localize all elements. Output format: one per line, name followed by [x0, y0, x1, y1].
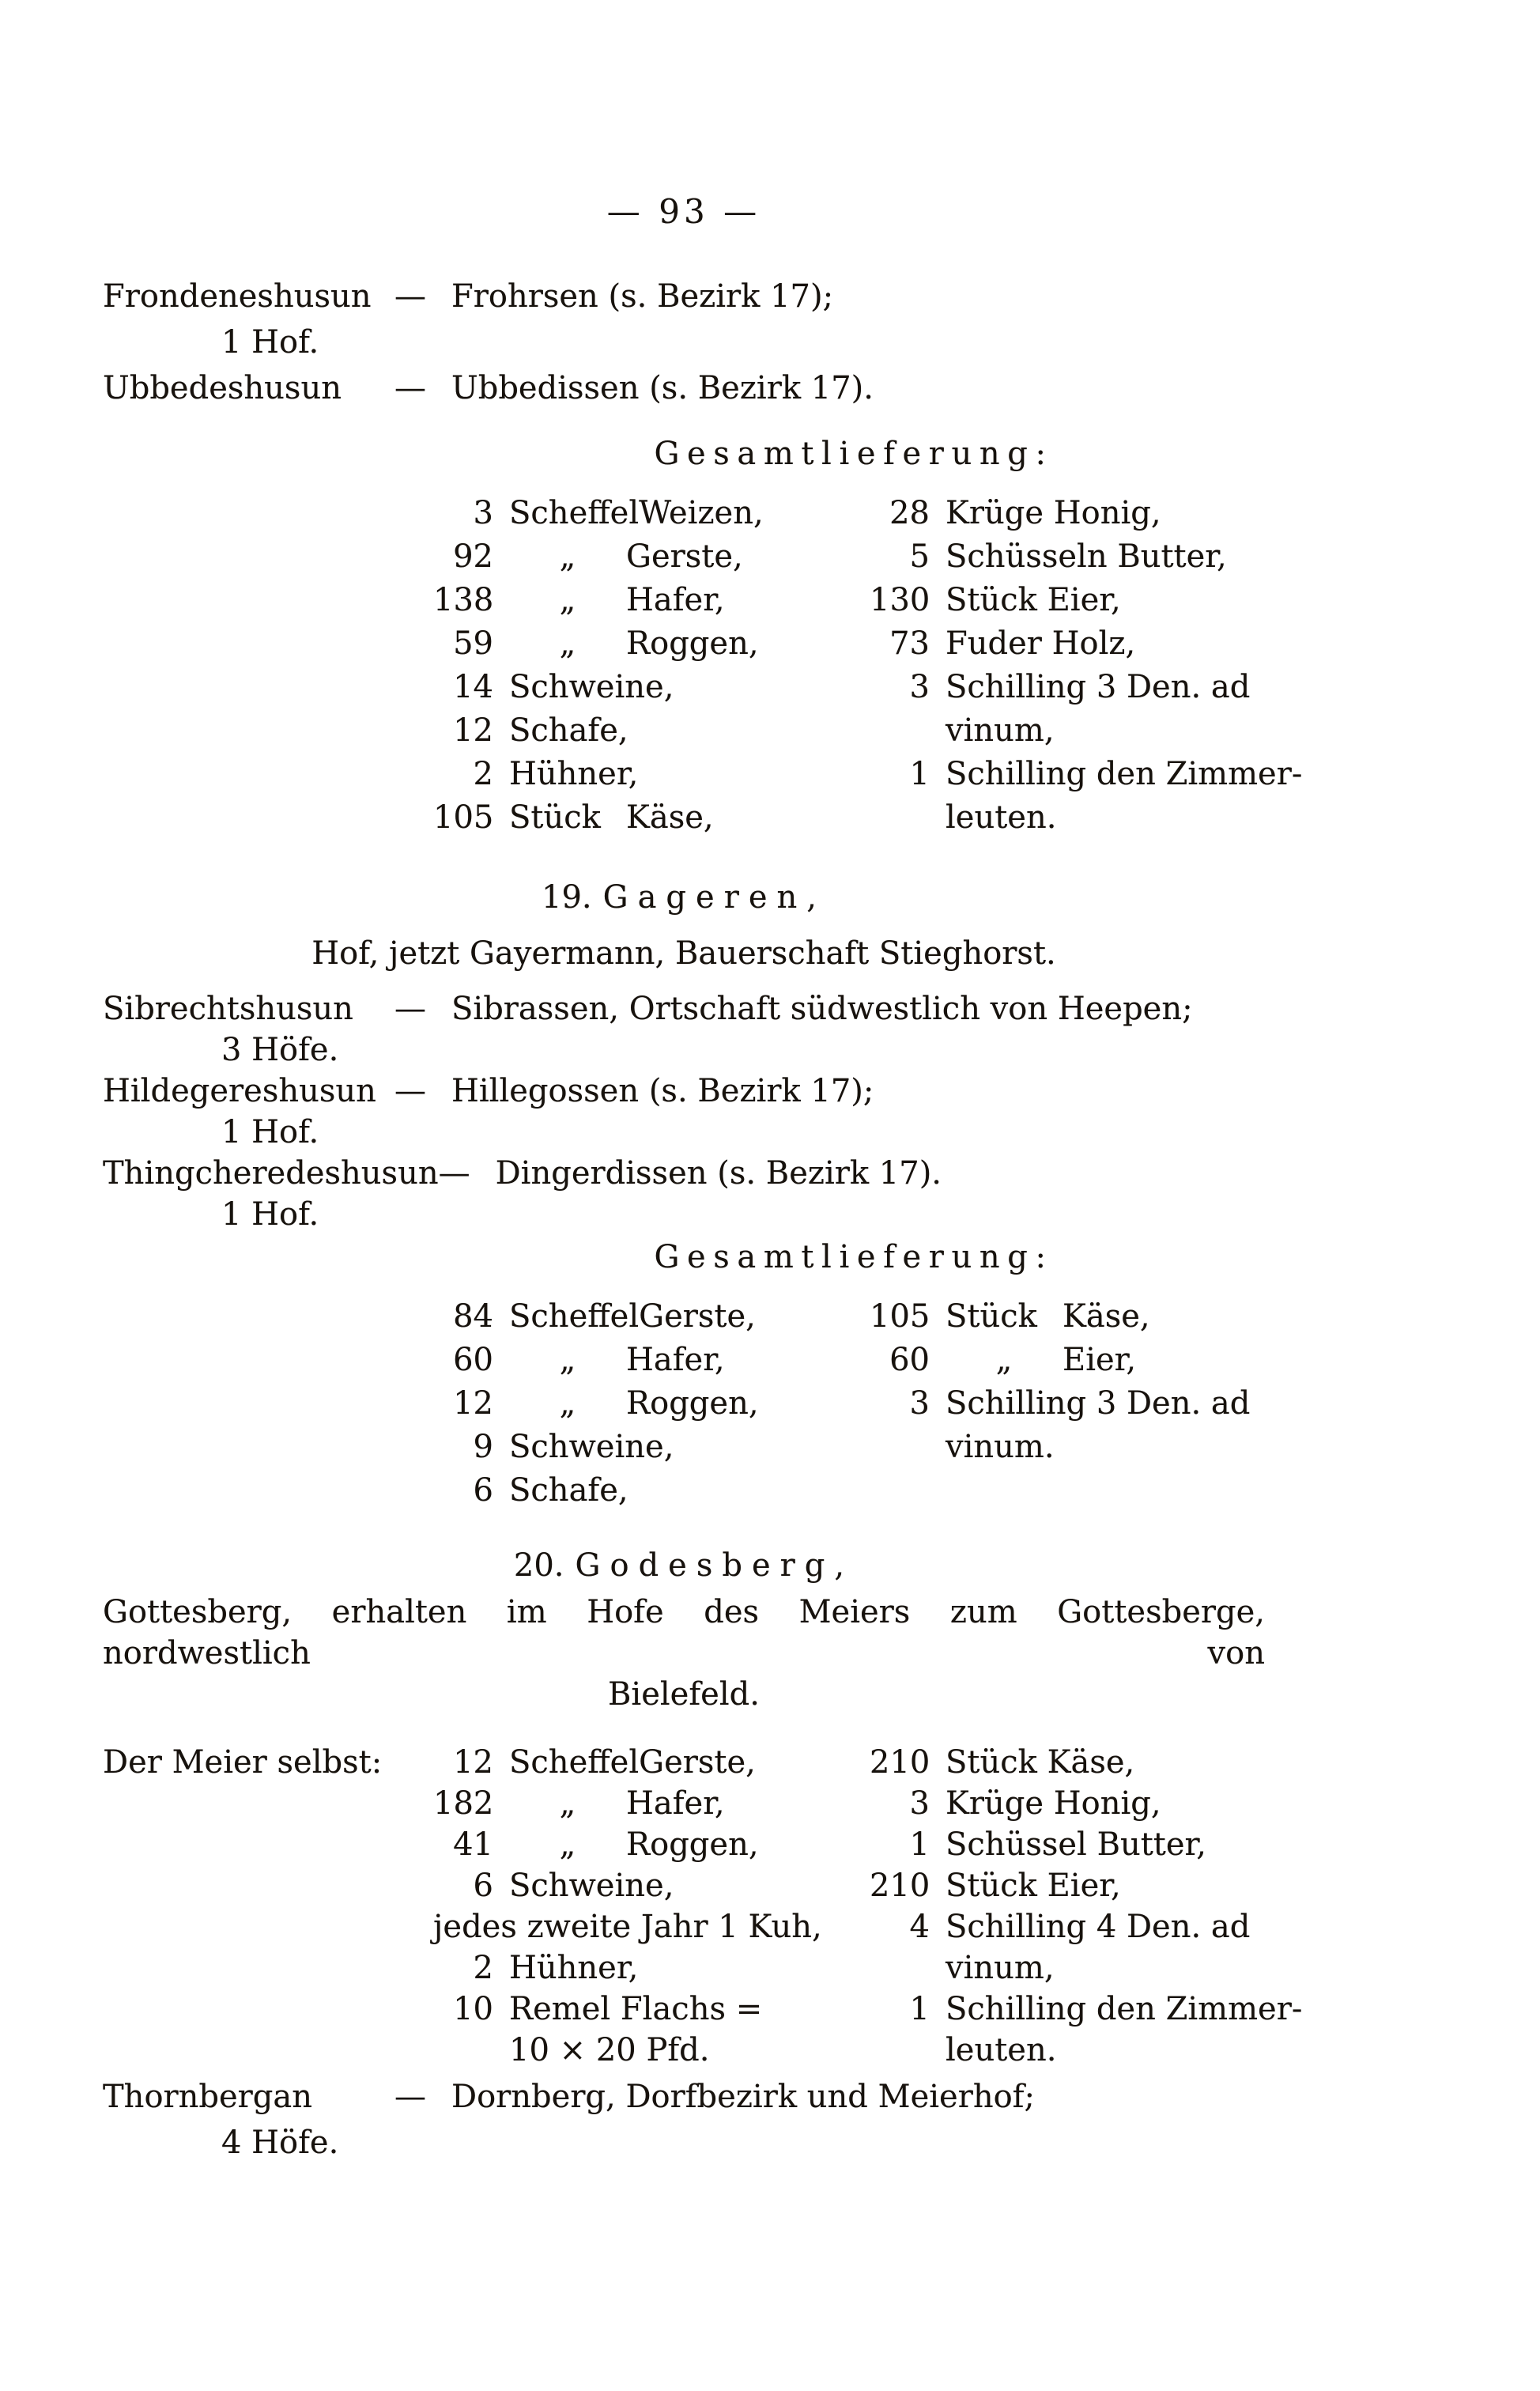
entry-dash: — [394, 370, 426, 406]
entry-line [103, 365, 1265, 411]
delivery-amount: 1 [909, 1826, 930, 1863]
delivery-amount: 138 [433, 582, 494, 618]
delivery-unit: Stück Eier, [946, 582, 1121, 618]
delivery-row [433, 1295, 829, 1339]
delivery-unit: Krüge Honig, [946, 495, 1161, 531]
delivery-unit: Schweine, [509, 669, 674, 705]
entry-row [103, 274, 1265, 365]
delivery-amount: 105 [433, 799, 494, 836]
delivery-unit: „ [559, 582, 576, 618]
delivery-row [870, 1295, 1250, 1339]
entry-old-name: Thingcheredeshusun [103, 1155, 439, 1192]
delivery-amount: 210 [870, 1744, 930, 1781]
section-subtitle-19: Hof, jetzt Gayermann, Bauerschaft Stieghorst. [311, 935, 1056, 972]
delivery-row [870, 2030, 1302, 2071]
delivery-amount: 2 [473, 756, 493, 792]
delivery-item: Gerste, [639, 1744, 756, 1781]
delivery-unit: Stück Käse, [946, 1744, 1135, 1781]
delivery-unit: Schweine, [509, 1429, 674, 1465]
entry-row [103, 1071, 1265, 1153]
delivery-row [870, 753, 1302, 796]
delivery-item: Roggen, [626, 1826, 759, 1863]
delivery-amount: 10 [453, 1991, 493, 2027]
delivery-item: Käse, [626, 799, 714, 836]
delivery-amount: 5 [909, 538, 930, 575]
entry-farm-count: 1 Hof. [221, 1114, 319, 1150]
delivery-unit: „ [559, 1385, 576, 1422]
delivery-item: Roggen, [626, 625, 759, 662]
entry-line [103, 1071, 1265, 1112]
delivery-unit: Schilling den Zimmer- [946, 1991, 1303, 2027]
delivery-row [433, 492, 829, 535]
delivery-row [870, 492, 1302, 535]
delivery-row [433, 2030, 829, 2071]
delivery-unit: Schweine, [509, 1868, 674, 1904]
delivery-row [433, 666, 829, 709]
entry-description: Sibrassen, Ortschaft südwestlich von Heepen; [451, 991, 1193, 1027]
delivery-item: Roggen, [626, 1385, 759, 1422]
entry-dash: — [394, 2079, 426, 2115]
delivery-row [870, 535, 1302, 579]
delivery-unit: „ [995, 1342, 1013, 1378]
meier-middle-column [433, 1742, 829, 2071]
delivery-amount: 105 [870, 1298, 930, 1335]
delivery-amount: 41 [453, 1826, 493, 1863]
delivery-unit: Scheffel [509, 1298, 640, 1335]
delivery-amount: 9 [473, 1429, 493, 1465]
delivery-item: Eier, [1063, 1342, 1137, 1378]
entry-row [103, 2074, 1265, 2166]
delivery-amount: 60 [889, 1342, 930, 1378]
delivery-unit: leuten. [946, 799, 1057, 836]
delivery-amount: 2 [473, 1950, 493, 1986]
delivery-row [433, 709, 829, 753]
delivery-row [433, 796, 829, 840]
delivery-row [433, 1947, 829, 1989]
delivery-amount: 3 [909, 1785, 930, 1822]
delivery-row [433, 622, 829, 666]
delivery-row [433, 1382, 829, 1426]
delivery-amount: 182 [433, 1785, 494, 1822]
delivery-row [870, 1947, 1302, 1989]
delivery-amount: 12 [453, 1744, 493, 1781]
delivery-unit: „ [559, 1785, 576, 1822]
delivery-unit: Stück Eier, [946, 1868, 1121, 1904]
section-number: 20. [513, 1547, 564, 1584]
delivery-unit: „ [559, 538, 576, 575]
delivery-table-2 [103, 1295, 1265, 1513]
delivery-unit: Schilling 3 Den. ad [946, 1385, 1251, 1422]
delivery-row [870, 1382, 1250, 1426]
section-title: Gageren, [602, 879, 826, 916]
delivery-row [433, 1469, 829, 1513]
meier-label: Der Meier selbst: [103, 1744, 383, 1781]
delivery-row [870, 1783, 1302, 1824]
delivery-2-left-column [433, 1295, 829, 1513]
delivery-unit: „ [559, 625, 576, 662]
entry-description: Hillegossen (s. Bezirk 17); [451, 1073, 874, 1109]
delivery-row [433, 1783, 829, 1824]
delivery-row [870, 1339, 1250, 1382]
entry-description: Ubbedissen (s. Bezirk 17). [451, 370, 874, 406]
delivery-item: Hafer, [626, 1342, 725, 1378]
delivery-unit: Schafe, [509, 712, 628, 749]
delivery-amount: 1 [909, 756, 930, 792]
delivery-amount: 1 [909, 1991, 930, 2027]
delivery-row [870, 709, 1302, 753]
entry-list-bottom [103, 2074, 1265, 2166]
delivery-amount: 3 [909, 1385, 930, 1422]
delivery-unit: vinum, [946, 712, 1055, 749]
delivery-row [870, 1865, 1302, 1906]
delivery-amount: 28 [889, 495, 930, 531]
entry-old-name: Thornbergan [103, 2079, 313, 2115]
delivery-amount: 12 [453, 1385, 493, 1422]
delivery-unit: vinum. [946, 1429, 1055, 1465]
entry-row [103, 365, 1265, 411]
delivery-item: Käse, [1063, 1298, 1150, 1335]
section-intro-20 [103, 1592, 1265, 1715]
delivery-row [433, 1824, 829, 1865]
entry-dash: — [394, 991, 426, 1027]
section-heading-20 [103, 1546, 1265, 1585]
delivery-amount: 3 [473, 495, 493, 531]
delivery-row [870, 622, 1302, 666]
entry-line [103, 274, 1265, 319]
delivery-amount: 14 [453, 669, 493, 705]
entry-description: Dingerdissen (s. Bezirk 17). [495, 1155, 942, 1192]
entry-row [103, 988, 1265, 1071]
section-number: 19. [542, 879, 592, 916]
delivery-row [433, 1906, 829, 1947]
delivery-row [433, 1426, 829, 1469]
delivery-amount: 4 [909, 1909, 930, 1945]
delivery-2-right-column [870, 1295, 1250, 1469]
delivery-item: Hafer, [626, 582, 725, 618]
delivery-amount: 130 [870, 582, 930, 618]
delivery-row [870, 1906, 1302, 1947]
entry-dash: — [394, 1073, 426, 1109]
delivery-unit: Schüsseln Butter, [946, 538, 1227, 575]
entry-old-name: Sibrechtshusun [103, 991, 353, 1027]
delivery-1-left-column [433, 492, 829, 840]
delivery-amount: 12 [453, 712, 493, 749]
delivery-heading-2: Gesamtlieferung: [654, 1239, 1054, 1275]
delivery-unit: Stück [509, 799, 601, 836]
entry-line [103, 2074, 1265, 2120]
delivery-item: Weizen, [639, 495, 764, 531]
section-heading-19 [103, 878, 1265, 917]
delivery-row [433, 535, 829, 579]
entry-farm-count: 1 Hof. [221, 324, 319, 361]
delivery-row [870, 1989, 1302, 2030]
section-intro-line-1: Gottesberg, erhalten im Hofe des Meiers zum Gottesberge, nordwestlich von [103, 1594, 1265, 1671]
entry-farm-count: 4 Höfe. [221, 2125, 339, 2161]
delivery-row [870, 666, 1302, 709]
delivery-unit: „ [559, 1826, 576, 1863]
entry-farm-count: 1 Hof. [221, 1196, 319, 1233]
delivery-unit: Stück [946, 1298, 1037, 1335]
delivery-1-right-column [870, 492, 1302, 840]
delivery-row [870, 1742, 1302, 1783]
entry-row [103, 1153, 1265, 1235]
delivery-amount: 73 [889, 625, 930, 662]
delivery-row [433, 1742, 829, 1783]
entry-description: Dornberg, Dorfbezirk und Meierhof; [451, 2079, 1035, 2115]
delivery-unit: Scheffel [509, 1744, 640, 1781]
entry-old-name: Ubbedeshusun [103, 370, 342, 406]
delivery-amount: 3 [909, 669, 930, 705]
delivery-item: Hafer, [626, 1785, 725, 1822]
delivery-unit: Hühner, [509, 1950, 639, 1986]
delivery-unit: Krüge Honig, [946, 1785, 1161, 1822]
entry-dash: — [438, 1155, 470, 1192]
delivery-row [433, 579, 829, 622]
delivery-amount: 92 [453, 538, 493, 575]
page-number: — 93 — [606, 192, 761, 231]
section-title: Godesberg, [575, 1547, 855, 1584]
delivery-unit: Schüssel Butter, [946, 1826, 1206, 1863]
entry-line [103, 988, 1265, 1029]
entry-old-name: Hildegereshusun [103, 1073, 376, 1109]
delivery-unit: Hühner, [509, 756, 639, 792]
delivery-row [433, 753, 829, 796]
delivery-amount: 59 [453, 625, 493, 662]
delivery-unit: Schilling 4 Den. ad [946, 1909, 1251, 1945]
delivery-unit: Schafe, [509, 1472, 628, 1509]
delivery-amount: 60 [453, 1342, 493, 1378]
delivery-unit: Remel Flachs = [509, 1991, 763, 2027]
delivery-amount: 6 [473, 1472, 493, 1509]
meier-right-column [870, 1742, 1302, 2071]
delivery-amount: 210 [870, 1868, 930, 1904]
delivery-row [433, 1339, 829, 1382]
delivery-row [870, 579, 1302, 622]
entry-old-name: Frondeneshusun [103, 278, 372, 315]
delivery-amount: 84 [453, 1298, 493, 1335]
entry-list-top [103, 274, 1265, 411]
delivery-table-1 [103, 492, 1303, 840]
delivery-unit: „ [559, 1342, 576, 1378]
delivery-row [433, 1989, 829, 2030]
entry-farm-count: 3 Höfe. [221, 1032, 339, 1068]
delivery-row [870, 796, 1302, 840]
entry-description: Frohrsen (s. Bezirk 17); [451, 278, 834, 315]
delivery-item: Gerste, [639, 1298, 756, 1335]
section-intro-line-2: Bielefeld. [608, 1676, 760, 1713]
meier-delivery-block [103, 1742, 1303, 2071]
delivery-unit: Scheffel [509, 495, 640, 531]
delivery-heading-1: Gesamtlieferung: [654, 436, 1054, 472]
delivery-row [870, 1426, 1250, 1469]
delivery-unit: 10 × 20 Pfd. [509, 2032, 710, 2068]
entry-dash: — [394, 278, 426, 315]
delivery-unit: Fuder Holz, [946, 625, 1136, 662]
delivery-unit: Schilling 3 Den. ad [946, 669, 1251, 705]
delivery-note-line: jedes zweite Jahr 1 Kuh, [433, 1909, 822, 1945]
delivery-unit: leuten. [946, 2032, 1057, 2068]
delivery-row [870, 1824, 1302, 1865]
entry-line [103, 1153, 1265, 1194]
entry-list-section-19 [103, 988, 1265, 1235]
delivery-unit: vinum, [946, 1950, 1055, 1986]
delivery-amount: 6 [473, 1868, 493, 1904]
delivery-row [433, 1865, 829, 1906]
delivery-item: Gerste, [626, 538, 743, 575]
delivery-unit: Schilling den Zimmer- [946, 756, 1303, 792]
